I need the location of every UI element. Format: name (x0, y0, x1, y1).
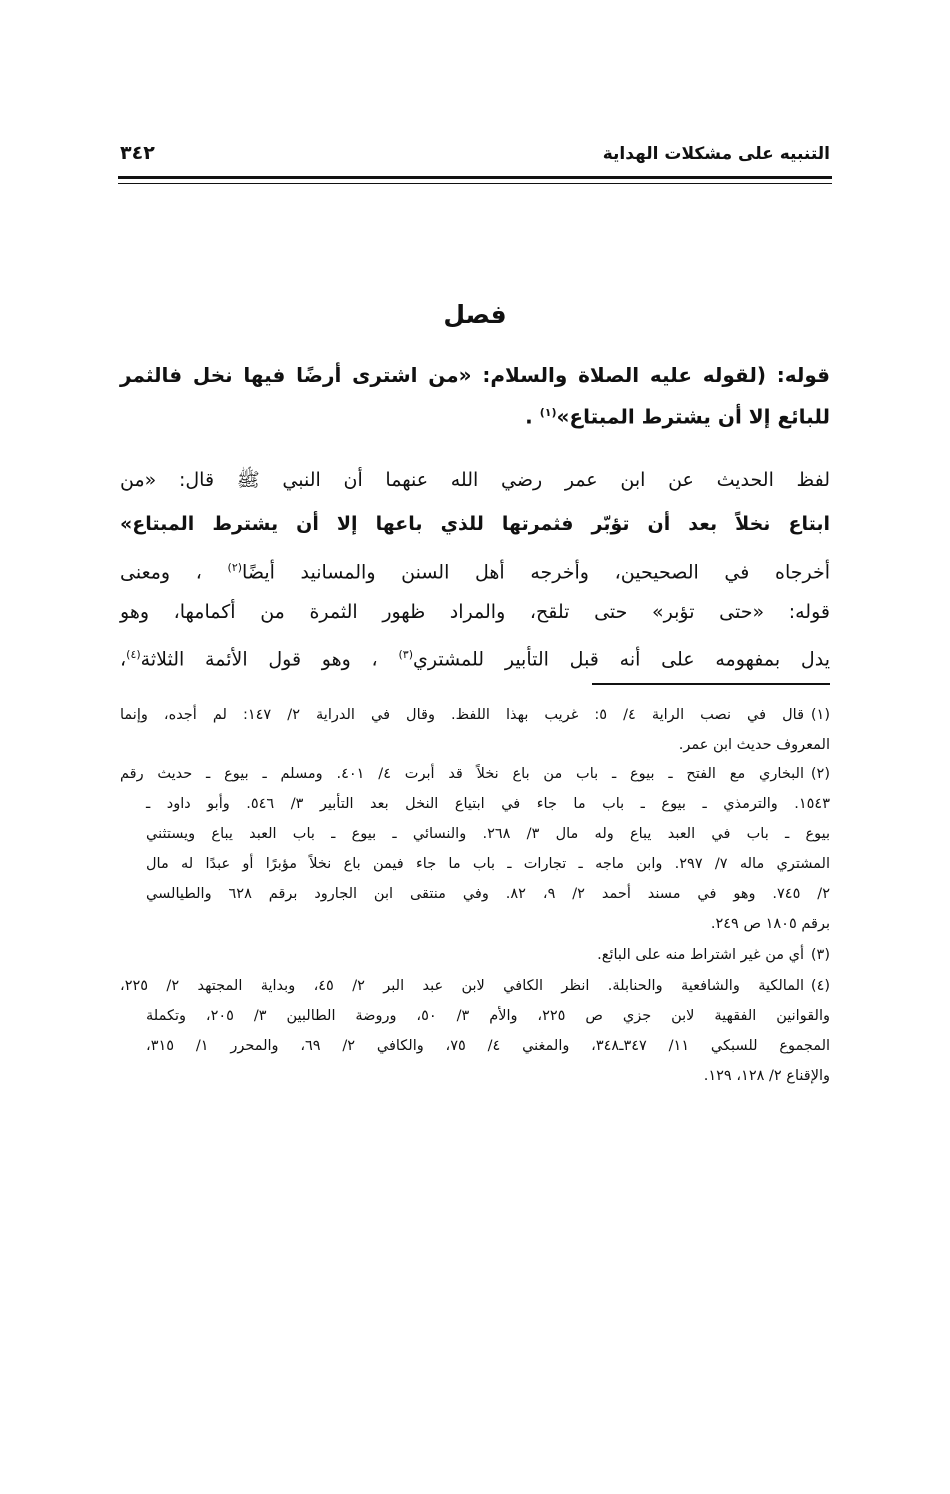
body-text: أخرجاه في الصحيحين، وأخرجه أهل السنن والمسانيد أيضًا (242, 561, 830, 584)
footnote-text: بيوع ـ باب في العبد يباع وله مال ٣/ ٢٦٨. والنسائي ـ بيوع ـ باب العبد يباع ويستثني (146, 826, 831, 842)
footnote-ref: (٣) (398, 648, 413, 661)
footnote-2 (120, 762, 830, 786)
footnote-number: (٢) (810, 766, 831, 782)
header-rule-thick (118, 176, 832, 179)
footnote-ref: (١) (539, 406, 557, 419)
body-text: يدل بمفهومه على أنه قبل التأبير للمشتري (412, 648, 830, 671)
body-line: ابتاع نخلاً بعد أن تؤبّر فثمرتها للذي باعها إلا أن يشترط المبتاع» (120, 513, 830, 535)
footnote-3 (120, 943, 830, 967)
footnote-text: ٢/ ٧٤٥. وهو في مسند أحمد ٢/ ٩، ٨٢. وفي منتقى ابن الجارود برقم ٦٢٨ والطيالسي (146, 886, 830, 902)
body-line: قوله: «حتى تؤبر» حتى تلقح، والمراد ظهور الثمرة من أكمامها، وهو (120, 601, 830, 623)
header-rule-thin (118, 183, 832, 184)
footnote-number: (١) (810, 707, 831, 723)
footnote-text: المجموع للسبكي ١١/ ٣٤٧ـ٣٤٨، والمغني ٤/ ٧٥، والكافي ٢/ ٦٩، والمحرر ١/ ٣١٥، (146, 1038, 831, 1054)
body-line (120, 398, 830, 432)
footnote-text: قال في نصب الراية ٤/ ٥: غريب بهذا اللفظ. وقال في الدراية ٢/ ١٤٧: لم أجده، وإنما (120, 707, 805, 723)
body-line: قوله: (لقوله عليه الصلاة والسلام: «من اشترى أرضًا فيها نخل فالثمر (120, 363, 830, 387)
body-line: لفظ الحديث عن ابن عمر رضي الله عنهما أن النبي ﷺ قال: «من (120, 469, 830, 491)
footnote-text: والقوانين الفقهية لابن جزي ص ٢٢٥، والأم ٣/ ٥٠، وروضة الطالبين ٣/ ٢٠٥، وتكملة (146, 1008, 830, 1024)
footnote-number: (٣) (810, 947, 830, 963)
footnote-1 (120, 703, 830, 727)
section-heading: فصل (443, 300, 507, 329)
footnote-ref: (٤) (126, 648, 141, 661)
body-text: للبائع إلا أن يشترط المبتاع» (556, 404, 830, 429)
footnote-text: والإقناع ٢/ ١٢٨، ١٢٩. (703, 1068, 830, 1084)
footnote-ref: (٢) (227, 561, 243, 574)
footnote-text: المعروف حديث ابن عمر. (678, 737, 830, 753)
body-text: ، ومعنى (120, 561, 202, 584)
body-text: ، وهو قول الأئمة الثلاثة (140, 648, 378, 671)
running-header-title: التنبيه على مشكلات الهداية (602, 144, 830, 164)
page-number: ٣٤٢ (120, 142, 155, 164)
footnote-number: (٤) (810, 978, 831, 994)
footnote-4 (120, 974, 830, 998)
footnote-text: ١٥٤٣. والترمذي ـ بيوع ـ باب ما جاء في ابتياع النخل بعد التأبير ٣/ ٥٤٦. وأبو داود ـ (146, 796, 831, 812)
footnote-text: برقم ١٨٠٥ ص ٢٤٩. (710, 916, 830, 932)
body-text: . (525, 404, 540, 429)
footnote-text: المشتري ماله ٧/ ٢٩٧. وابن ماجه ـ تجارات ـ باب ما جاء فيمن باع نخلاً مؤبرًا أو عبدًا له مال (146, 856, 830, 872)
footnote-text: أي من غير اشتراط منه على البائع. (597, 947, 804, 963)
footnote-separator (592, 683, 830, 685)
body-line (120, 553, 830, 587)
footnote-text: البخاري مع الفتح ـ بيوع ـ باب من باع نخلاً قد أبرت ٤/ ٤٠١. ومسلم ـ بيوع ـ حديث رقم (120, 766, 805, 782)
body-line: يدل بمفهومه على أنه قبل التأبير للمشتري$^{(٣)}$ ، وهو قول الأئمة الثلاثة$^{(٤)}$، (120, 648, 830, 671)
footnote-text: المالكية والشافعية والحنابلة. انظر الكافي لابن عبد البر ٢/ ٤٥، وبداية المجتهد ٢/ ٢٢٥، (120, 978, 805, 994)
